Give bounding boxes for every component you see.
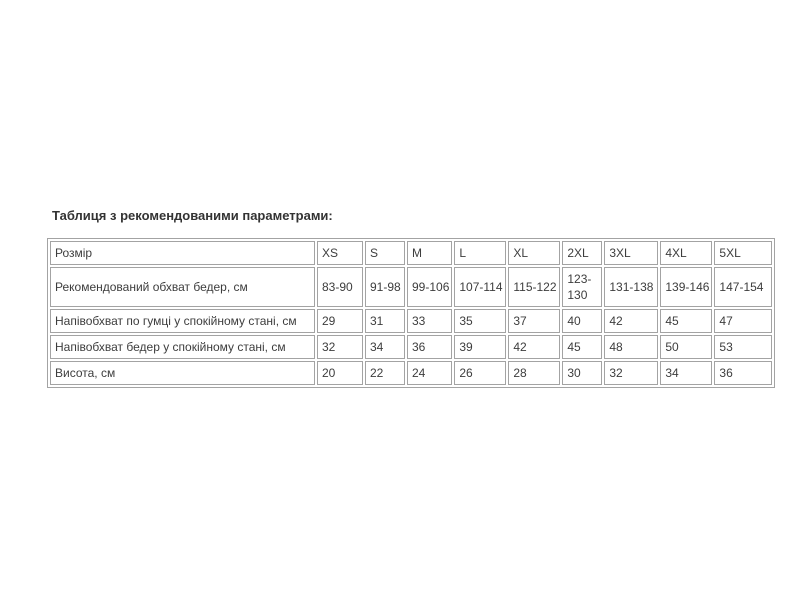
header-label-cell: Розмір — [50, 241, 315, 265]
header-size-cell: 5XL — [714, 241, 772, 265]
value-cell: 50 — [660, 335, 712, 359]
value-cell: 139-146 — [660, 267, 712, 307]
value-cell: 83-90 — [317, 267, 363, 307]
header-size-cell: 2XL — [562, 241, 602, 265]
value-cell: 45 — [660, 309, 712, 333]
value-cell: 147-154 — [714, 267, 772, 307]
value-cell: 40 — [562, 309, 602, 333]
table-row — [50, 309, 772, 333]
value-cell: 131-138 — [604, 267, 658, 307]
value-cell: 26 — [454, 361, 506, 385]
table-row — [50, 361, 772, 385]
size-table-container — [47, 238, 775, 388]
value-cell: 30 — [562, 361, 602, 385]
header-size-cell: S — [365, 241, 405, 265]
value-cell: 45 — [562, 335, 602, 359]
header-size-cell: XS — [317, 241, 363, 265]
value-cell: 36 — [407, 335, 452, 359]
value-cell: 36 — [714, 361, 772, 385]
value-cell: 91-98 — [365, 267, 405, 307]
value-cell: 29 — [317, 309, 363, 333]
header-size-cell: 4XL — [660, 241, 712, 265]
value-cell: 20 — [317, 361, 363, 385]
value-cell: 48 — [604, 335, 658, 359]
table-row — [50, 267, 772, 307]
size-table-body — [50, 241, 772, 385]
row-label-cell: Напівобхват бедер у спокійному стані, см — [50, 335, 315, 359]
value-cell: 34 — [365, 335, 405, 359]
value-cell: 53 — [714, 335, 772, 359]
value-cell: 22 — [365, 361, 405, 385]
value-cell: 37 — [508, 309, 560, 333]
value-cell: 39 — [454, 335, 506, 359]
header-size-cell: XL — [508, 241, 560, 265]
header-size-cell: M — [407, 241, 452, 265]
value-cell: 35 — [454, 309, 506, 333]
value-cell: 34 — [660, 361, 712, 385]
value-cell: 32 — [317, 335, 363, 359]
row-label-cell: Напівобхват по гумці у спокійному стані, см — [50, 309, 315, 333]
row-label-cell: Висота, см — [50, 361, 315, 385]
value-cell: 31 — [365, 309, 405, 333]
page-title: Таблиця з рекомендованими параметрами: — [52, 208, 333, 223]
row-label-cell: Рекомендований обхват бедер, см — [50, 267, 315, 307]
value-cell: 42 — [604, 309, 658, 333]
header-size-cell: L — [454, 241, 506, 265]
value-cell: 107-114 — [454, 267, 506, 307]
value-cell: 42 — [508, 335, 560, 359]
table-row — [50, 335, 772, 359]
table-header-row — [50, 241, 772, 265]
size-table — [47, 238, 775, 388]
value-cell: 32 — [604, 361, 658, 385]
value-cell: 115-122 — [508, 267, 560, 307]
value-cell: 33 — [407, 309, 452, 333]
header-size-cell: 3XL — [604, 241, 658, 265]
value-cell: 99-106 — [407, 267, 452, 307]
value-cell: 24 — [407, 361, 452, 385]
value-cell: 123-130 — [562, 267, 602, 307]
value-cell: 47 — [714, 309, 772, 333]
value-cell: 28 — [508, 361, 560, 385]
